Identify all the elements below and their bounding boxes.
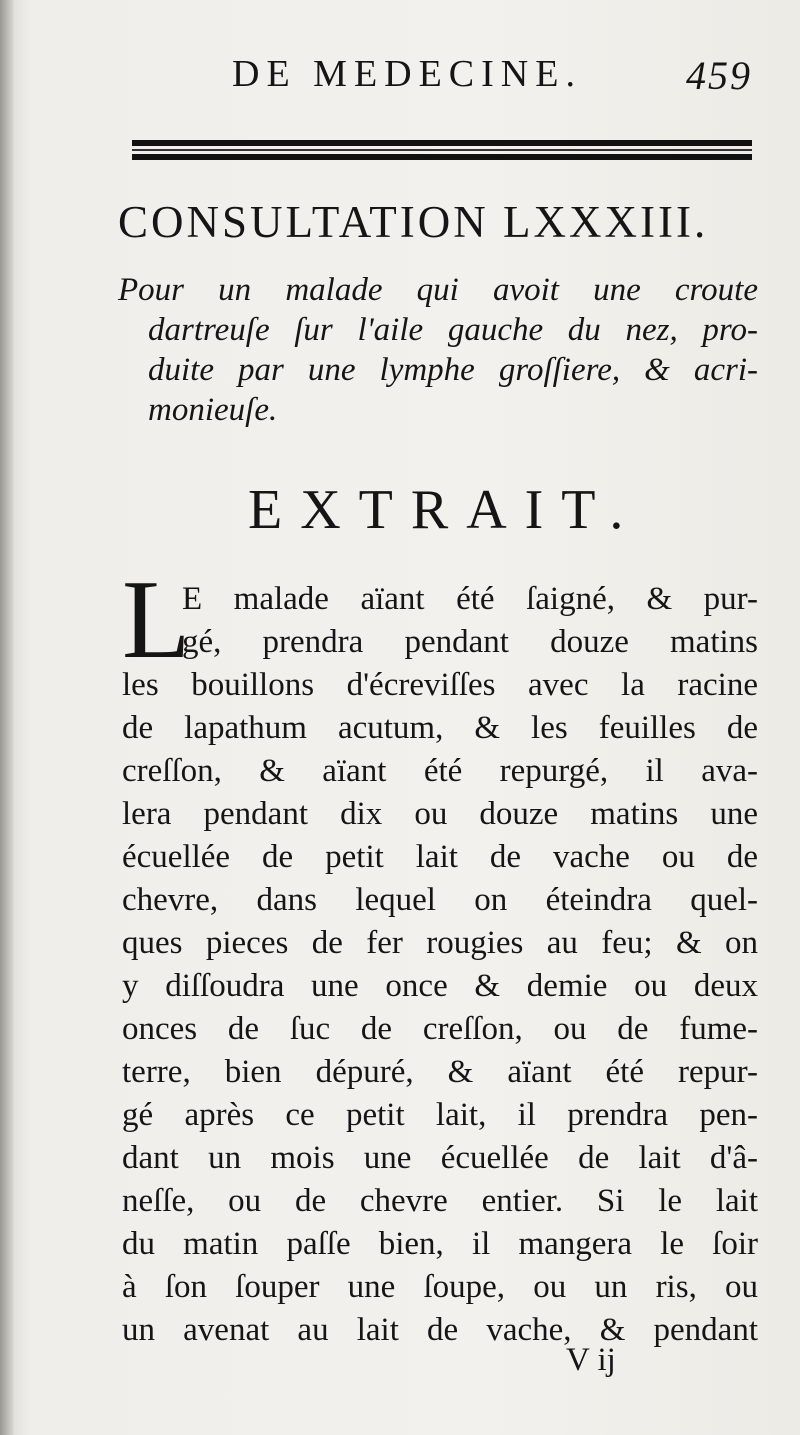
- text-line: de lapathum acutum, & les feuilles de: [122, 710, 758, 746]
- text-line: gé après ce petit lait, il prendra pen-: [122, 1097, 758, 1133]
- text-line: onces de ſuc de creſſon, ou de fume-: [122, 1011, 758, 1047]
- consultation-subtitle: [118, 270, 758, 430]
- signature-mark: V ij: [566, 1342, 616, 1378]
- text-line: du matin paſſe bien, il mangera le ſoir: [122, 1226, 758, 1262]
- body-text: [122, 578, 758, 1352]
- text-line: neſſe, ou de chevre entier. Si le lait: [122, 1183, 758, 1219]
- text-line: terre, bien dépuré, & aïant été repur-: [122, 1054, 758, 1090]
- text-line: ques pieces de fer rougies au feu; & on: [122, 925, 758, 961]
- page-number: 459: [686, 53, 752, 98]
- text-line: lera pendant dix ou douze matins une: [122, 796, 758, 832]
- text-line: y diſſoudra une once & demie ou deux: [122, 968, 758, 1004]
- text-line: écuellée de petit lait de vache ou de: [122, 839, 758, 875]
- drop-cap: L: [122, 558, 191, 682]
- page-gutter-shadow: [0, 0, 14, 1435]
- text-line: dant un mois une écuellée de lait d'â-: [122, 1140, 758, 1176]
- text-line: E malade aïant été ſaigné, & pur-: [182, 581, 758, 617]
- subtitle-line: duite par une lymphe groſſiere, & acri-: [148, 352, 758, 388]
- text-line: les bouillons d'écreviſſes avec la racine: [122, 667, 758, 703]
- consultation-title: CONSULTATION LXXXIII.: [118, 197, 709, 247]
- subtitle-line: dartreuſe ſur l'aile gauche du nez, pro-: [148, 312, 758, 348]
- subtitle-line: Pour un malade qui avoit une croute: [118, 272, 758, 308]
- header-rule: [132, 140, 752, 160]
- text-line: chevre, dans lequel on éteindra quel-: [122, 882, 758, 918]
- text-line: gé, prendra pendant douze matins: [182, 624, 758, 660]
- text-line: un avenat au lait de vache, & pendant: [122, 1312, 758, 1348]
- text-line: à ſon ſouper une ſoupe, ou un ris, ou: [122, 1269, 758, 1305]
- text-line: creſſon, & aïant été repurgé, il ava-: [122, 753, 758, 789]
- running-head: [232, 52, 752, 102]
- subtitle-line: monieuſe.: [148, 392, 278, 428]
- section-heading: EXTRAIT.: [248, 479, 642, 541]
- running-title: DE MEDECINE.: [232, 53, 582, 95]
